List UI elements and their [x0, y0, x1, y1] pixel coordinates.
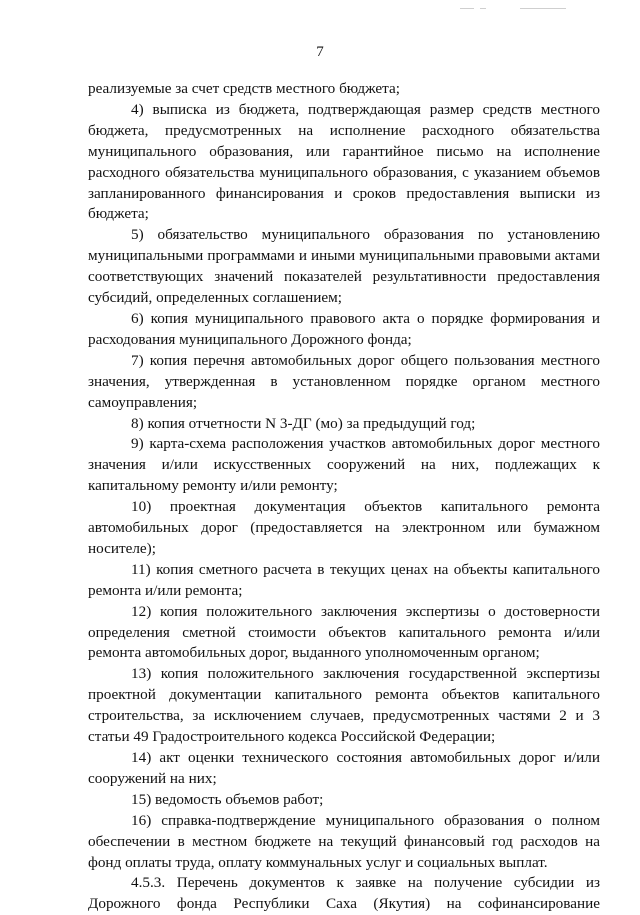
- paragraph: 13) копия положительного заключения государственной экспертизы проектной документации капитального ремонта объектов капитального строительства, за исключением случаев, предусмотренных частями 2 и 3 статьи 49 Градостроительного кодекса Российской Федерации;: [88, 665, 600, 746]
- paragraph: 9) карта-схема расположения участков автомобильных дорог местного значения и/или искусственных сооружений на них, подлежащих к капитальному ремонту и/или ремонту;: [88, 435, 600, 495]
- paragraph: 4) выписка из бюджета, подтверждающая размер средств местного бюджета, предусмотренных на исполнение расходного обязательства муниципального образования, или гарантийное письмо на исполнение расходного обязательства муниципального образования, с указанием объемов запланированного финансирования и сроков предоставления выписки из бюджета;: [88, 100, 600, 223]
- paragraph: 6) копия муниципального правового акта о порядке формирования и расходования муниципального Дорожного фонда;: [88, 309, 600, 348]
- paragraph: 12) копия положительного заключения экспертизы о достоверности определения сметной стоимости объектов капитального ремонта и/или ремонта автомобильных дорог, выданного уполномоченным органом;: [88, 602, 600, 662]
- document-body: [88, 79, 600, 915]
- paragraph: 4.5.3. Перечень документов к заявке на получение субсидии из Дорожного фонда Республики Саха (Якутия) на софинансирование: [88, 874, 600, 913]
- paragraph: 15) ведомость объемов работ;: [131, 790, 324, 808]
- paragraph: 14) акт оценки технического состояния автомобильных дорог и/или сооружений на них;: [88, 749, 600, 787]
- paragraph: 11) копия сметного расчета в текущих ценах на объекты капитального ремонта и/или ремонта;: [88, 560, 600, 599]
- paragraph: реализуемые за счет средств местного бюджета;: [88, 80, 400, 97]
- paragraph: 8) копия отчетности N 3-ДГ (мо) за предыдущий год;: [131, 414, 476, 432]
- paragraph: 5) обязательство муниципального образования по установлению муниципальными программами и иными муниципальными правовыми актами соответствующих значений показателей результативности предоставления субсидий, определенных соглашением;: [88, 226, 600, 307]
- paragraph: 10) проектная документация объектов капитального ремонта автомобильных дорог (предоставляется на электронном или бумажном носителе);: [88, 498, 600, 557]
- header-marks: [460, 6, 570, 12]
- page-number: 7: [316, 44, 324, 60]
- paragraph: 16) справка-подтверждение муниципального образования о полном обеспечении в местном бюджете на текущий финансовый год расходов на фонд оплаты труда, оплату коммунальных услуг и социальных выплат.: [88, 811, 600, 871]
- paragraph: 7) копия перечня автомобильных дорог общего пользования местного значения, утвержденная в установленном порядке органом местного самоуправления;: [88, 351, 600, 411]
